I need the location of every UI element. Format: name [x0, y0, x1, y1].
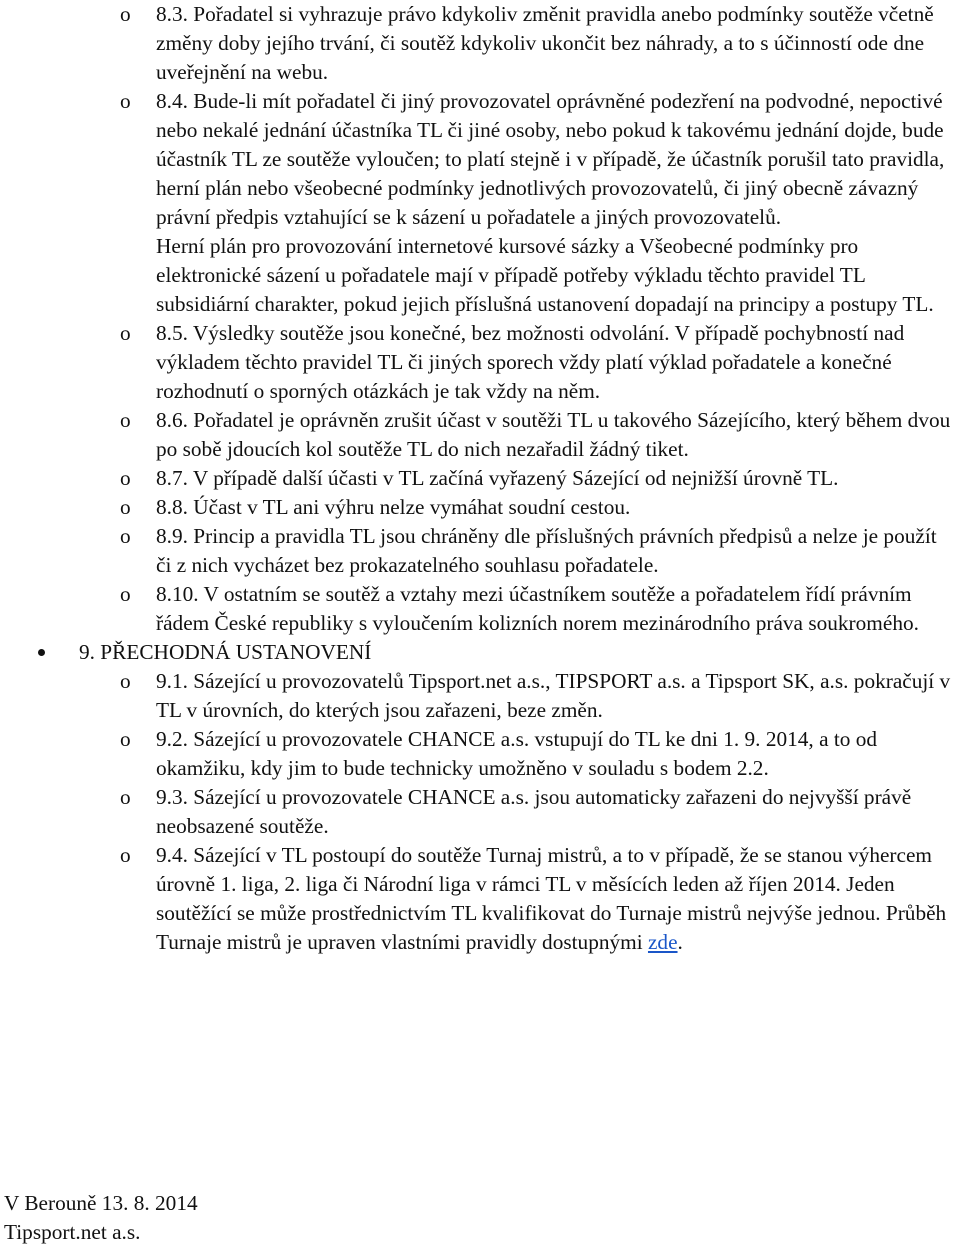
company-name: Tipsport.net a.s. [4, 1220, 141, 1244]
rule-8-3 [0, 0, 960, 87]
rule-text-end: . [677, 930, 683, 954]
rule-text: 8.8. Účast v TL ani výhru nelze vymáhat soudní cestou. [156, 495, 631, 519]
rule-text: 8.9. Princip a pravidla TL jsou chráněny dle příslušných právních předpisů a nelze je použít či z nich vycházet bez prokazatelného souhlasu pořadatele. [156, 524, 937, 577]
rule-text: 8.3. Pořadatel si vyhrazuje právo kdykoliv změnit pravidla anebo podmínky soutěže včetně změny doby jejího trvání, či soutěž kdykoliv ukončit bez náhrady, a to s účinností ode dne uveřejnění na webu. [156, 2, 934, 84]
rule-text: 8.6. Pořadatel je oprávněn zrušit účast v soutěži TL u takového Sázejícího, který během dvou po sobě jdoucích kol soutěže TL do nich nezařadil žádný tiket. [156, 408, 951, 461]
rule-8-4 [0, 87, 960, 319]
list-marker: o [120, 582, 131, 606]
list-marker: o [120, 321, 131, 345]
rule-9-4 [0, 841, 960, 957]
list-marker: o [120, 669, 131, 693]
rules-link[interactable]: zde [647, 930, 678, 954]
list-marker: o [120, 2, 131, 26]
list-marker: o [120, 408, 131, 432]
bullet-dot-icon [38, 649, 45, 656]
rule-9-3 [0, 783, 960, 841]
document-footer [4, 1189, 198, 1247]
rule-text: 8.10. V ostatním se soutěž a vztahy mezi účastníkem soutěže a pořadatelem řídí právním řádem České republiky s vyloučením kolizních norem mezinárodního práva soukromého. [156, 582, 919, 635]
rule-8-5 [0, 319, 960, 406]
rule-text: 9.3. Sázející u provozovatele CHANCE a.s. jsou automaticky zařazeni do nejvyšší právě neobsazené soutěže. [156, 785, 912, 838]
rule-9-1 [0, 667, 960, 725]
rule-8-10 [0, 580, 960, 638]
rule-8-7 [0, 464, 960, 493]
list-marker: o [120, 727, 131, 751]
list-marker: o [120, 843, 131, 867]
rule-text: 9.4. Sázející v TL postoupí do soutěže Turnaj mistrů, a to v případě, že se stanou výhercem úrovně 1. liga, 2. liga či Národní liga v rámci TL v měsících leden až říjen 2014. Jeden soutěžící se může prostřednictvím TL kvalifikovat do Turnaje mistrů nejvýše jednou. Průběh Turnaje mistrů je upraven vlastními pravidly dostupnými [156, 843, 947, 954]
list-marker: o [120, 495, 131, 519]
rule-text: 9.1. Sázející u provozovatelů Tipsport.net a.s., TIPSPORT a.s. a Tipsport SK, a.s. pokračují v TL v úrovních, do kterých jsou zařazeni, beze změn. [156, 669, 951, 722]
list-marker: o [120, 89, 131, 113]
list-marker: o [120, 524, 131, 548]
place-and-date: V Berouně 13. 8. 2014 [4, 1191, 198, 1215]
rule-text-continued: Herní plán pro provozování internetové kursové sázky a Všeobecné podmínky pro elektronické sázení u pořadatele mají v případě potřeby výkladu těchto pravidel TL subsidiární charakter, pokud jejich příslušná ustanovení dopadají na principy a postupy TL. [156, 234, 934, 316]
rule-text: 8.5. Výsledky soutěže jsou konečné, bez možnosti odvolání. V případě pochybností nad výkladem těchto pravidel TL či jiných sporech vždy platí výklad pořadatele a konečné rozhodnutí o sporných otázkách je tak vždy na něm. [156, 321, 905, 403]
list-marker: o [120, 466, 131, 490]
rule-text: 8.7. V případě další účasti v TL začíná vyřazený Sázející od nejnižší úrovně TL. [156, 466, 839, 490]
rule-text-with-link [156, 841, 956, 957]
rule-9-2 [0, 725, 960, 783]
rule-8-9 [0, 522, 960, 580]
rule-text: 9.2. Sázející u provozovatele CHANCE a.s. vstupují do TL ke dni 1. 9. 2014, a to od okamžiku, kdy jim to bude technicky umožněno v souladu s bodem 2.2. [156, 727, 878, 780]
rule-8-8 [0, 493, 960, 522]
rule-8-6 [0, 406, 960, 464]
rule-text: 8.4. Bude-li mít pořadatel či jiný provozovatel oprávněné podezření na podvodné, nepoctivé nebo nekalé jednání účastníka TL či jiné osoby, nebo pokud k takovému jednání dojde, bude účastník TL ze soutěže vyloučen; to platí stejně i v případě, že účastník porušil tato pravidla, herní plán nebo všeobecné podmínky jednotlivých provozovatelů, či jiný obecně závazný právní předpis vztahující se k sázení u pořadatele a jiných provozovatelů. [156, 89, 945, 229]
section-title: 9. PŘECHODNÁ USTANOVENÍ [79, 640, 372, 664]
rules-section-9-list [0, 667, 960, 957]
section-9-heading [0, 638, 960, 667]
list-marker: o [120, 785, 131, 809]
